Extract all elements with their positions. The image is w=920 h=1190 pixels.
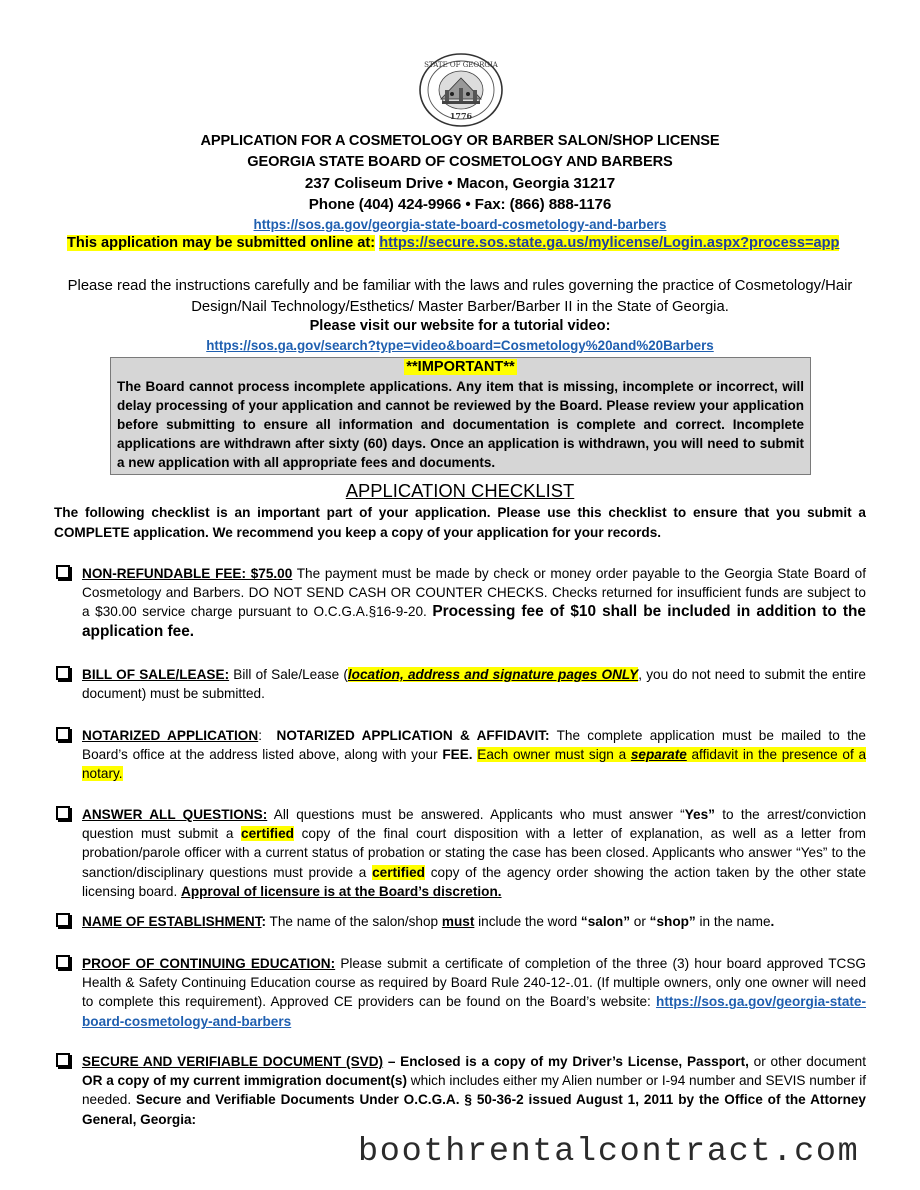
ce-text: Please submit a certificate of completion of the three (3) hour board approved TCSG Health & Safety Continuing Education course as required by Board Rule 240-12-.01. (If multiple owners, only one owner will need to complete this requirement). Approved CE providers can be found on the Board’s website: xyxy=(82,956,866,1010)
online-submission-line xyxy=(67,235,839,251)
svd-text-1: – Enclosed is a copy of my Driver’s License, Passport, xyxy=(383,1054,749,1069)
bill-label: BILL OF SALE/LEASE: xyxy=(82,667,230,682)
name-period: . xyxy=(770,914,775,929)
checklist-item-continuing-education xyxy=(56,954,866,1031)
name-colon: : xyxy=(261,914,267,929)
checklist-item-svd xyxy=(56,1052,866,1129)
certified-highlight-1: certified xyxy=(241,826,294,842)
notarized-label-2: NOTARIZED APPLICATION & AFFIDAVIT: xyxy=(276,728,550,743)
notarized-separate: separate xyxy=(630,747,687,763)
board-name: GEORGIA STATE BOARD OF COSMETOLOGY AND BARBERS xyxy=(247,154,673,170)
approval-discretion: Approval of licensure is at the Board’s discretion. xyxy=(181,883,502,899)
questions-text-3: copy of the final court disposition with a letter of explanation, as well as a letter from probation/parole officer with a current status of probation or stating the case has been closed. Applicants who answer “Yes” to the sanction/disciplinary questions must provide a xyxy=(82,826,866,880)
certified-highlight-2: certified xyxy=(372,864,425,880)
name-shop: “shop” xyxy=(649,914,696,929)
notarized-highlight-1: Each owner must sign a xyxy=(477,747,631,763)
checkbox-fee[interactable] xyxy=(56,565,70,579)
questions-label: ANSWER ALL QUESTIONS: xyxy=(82,807,268,822)
bill-highlight: location, address and signature pages ONLY xyxy=(347,667,639,682)
georgia-state-seal-icon xyxy=(418,52,504,128)
fee-label: NON-REFUNDABLE FEE: $75.00 xyxy=(82,566,293,581)
name-text-3: in the name xyxy=(695,914,771,929)
tutorial-video-heading: Please visit our website for a tutorial video: xyxy=(309,318,611,334)
board-phone-fax: Phone (404) 424-9966 • Fax: (866) 888-1176 xyxy=(308,196,612,213)
checkbox-name[interactable] xyxy=(56,913,70,927)
fee-text: The payment must be made by check or money order payable to the Georgia State Board of Cosmetology and Barbers. DO NOT SEND CASH OR COUNTER CHECKS. Checks returned for insufficient funds are subject to a $30.00 service charge pursuant to O.C.G.A.§16-9-20. xyxy=(82,566,866,620)
processing-fee-note: Processing fee of $10 shall be included in addition to the application fee. xyxy=(82,603,866,640)
checkbox-svd[interactable] xyxy=(56,1053,70,1067)
online-submission-label: This application may be submitted online at: xyxy=(67,235,376,251)
important-notice-title: **IMPORTANT** xyxy=(406,359,515,375)
svd-label: SECURE AND VERIFIABLE DOCUMENT (SVD) xyxy=(82,1054,384,1069)
important-notice-text: The Board cannot process incomplete applications. Any item that is missing, incomplete or incorrect, will delay processing of your application and cannot be reviewed by the Board. Please review your application before submitting to ensure all information and documentation is complete and correct. Incomplete applications are withdrawn after sixty (60) days. Once an application is withdrawn, you will need to submit a new application with all appropriate fees and documents. xyxy=(117,379,804,470)
svg-text:STATE OF GEORGIA: STATE OF GEORGIA xyxy=(424,61,498,69)
board-address: 237 Coliseum Drive • Macon, Georgia 31217 xyxy=(304,175,616,192)
bill-text-1: Bill of Sale/Lease ( xyxy=(229,667,348,682)
board-website-link[interactable]: https://sos.ga.gov/georgia-state-board-cosmetology-and-barbers xyxy=(253,217,667,232)
ce-website-link[interactable]: https://sos.ga.gov/georgia-state-board-cosmetology-and-barbers xyxy=(82,994,866,1029)
bill-text-2: , you do not need to submit the entire document) must be submitted. xyxy=(82,667,866,702)
questions-text-1: All questions must be answered. Applicants who must answer “ xyxy=(267,807,685,822)
notarized-label: NOTARIZED APPLICATION xyxy=(82,728,259,743)
ce-label: PROOF OF CONTINUING EDUCATION: xyxy=(82,956,336,971)
name-label: NAME OF ESTABLISHMENT xyxy=(82,914,262,929)
notarized-fee: FEE. xyxy=(442,747,473,763)
intro-line-2: Design/Nail Technology/Esthetics/ Master Barber/Barber II in the State of Georgia. xyxy=(191,299,729,315)
questions-text-4: copy of the agency order showing the action taken by the other state licensing board. xyxy=(82,864,866,899)
name-text-2: include the word xyxy=(474,914,581,929)
checklist-intro: The following checklist is an important part of your application. Please use this checklist to ensure that you submit a COMPLETE application. We recommend you keep a copy of your application for your records. xyxy=(54,505,866,540)
intro-line-1: Please read the instructions carefully and be familiar with the laws and rules governing the practice of Cosmetology/Hair xyxy=(67,278,853,294)
watermark: boothrentalcontract.com xyxy=(358,1133,860,1171)
questions-text-2: to the arrest/conviction question must submit a xyxy=(82,807,867,842)
svg-text:1776: 1776 xyxy=(449,111,473,121)
tutorial-video-link[interactable]: https://sos.ga.gov/search?type=video&board=Cosmetology%20and%20Barbers xyxy=(206,338,714,353)
name-text-1: The name of the salon/shop xyxy=(266,914,442,929)
name-salon: “salon” xyxy=(580,914,631,929)
svd-text-4: Secure and Verifiable Documents Under O.C.G.A. § 50-36-2 issued August 1, 2011 by the Office of the Attorney General, Georgia: xyxy=(82,1092,866,1127)
important-notice-title-row xyxy=(111,358,810,376)
svd-text-2: or other document xyxy=(748,1054,867,1069)
checkbox-bill-of-sale[interactable] xyxy=(56,666,70,680)
notarized-highlight-3: affidavit in the presence of a notary. xyxy=(82,747,867,782)
name-or: or xyxy=(630,914,650,929)
important-notice-box xyxy=(110,357,811,475)
questions-yes: Yes” xyxy=(684,807,715,822)
form-title: APPLICATION FOR A COSMETOLOGY OR BARBER SALON/SHOP LICENSE xyxy=(200,133,720,149)
checkbox-continuing-education[interactable] xyxy=(56,955,70,969)
checklist-item-fee xyxy=(56,564,866,641)
checklist-item-bill-of-sale xyxy=(56,665,866,703)
checklist-title: APPLICATION CHECKLIST xyxy=(345,480,575,501)
checklist-item-questions xyxy=(56,805,866,901)
notarized-colon: : xyxy=(258,728,262,743)
checklist-item-notarized xyxy=(56,726,866,784)
svd-text-3: which includes either my Alien number or I-94 number and SEVIS number if needed. xyxy=(82,1073,866,1108)
checkbox-questions[interactable] xyxy=(56,806,70,820)
svd-immigration: OR a copy of my current immigration document(s) xyxy=(82,1073,407,1089)
name-must: must xyxy=(441,914,475,929)
checklist-item-name xyxy=(56,912,866,931)
online-submission-link[interactable]: https://secure.sos.state.ga.us/mylicense/Login.aspx?process=app xyxy=(379,235,840,251)
notarized-text: The complete application must be mailed to the Board’s office at the address listed above, along with your xyxy=(82,728,866,763)
checkbox-notarized[interactable] xyxy=(56,727,70,741)
